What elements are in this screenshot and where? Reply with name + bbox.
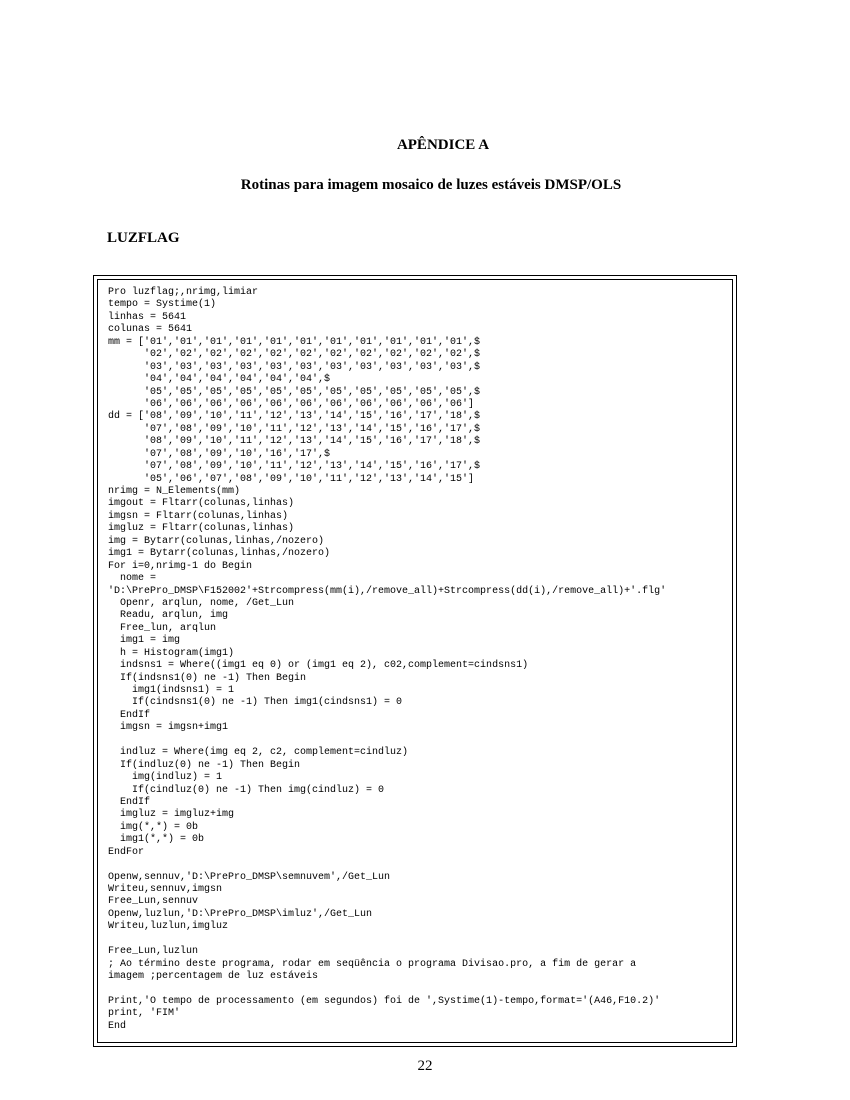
code-line: If(cindsns1(0) ne -1) Then img1(cindsns1) = 0 <box>108 697 403 709</box>
code-line: Writeu,sennuv,imgsn <box>108 884 223 895</box>
code-line: imgsn = imgsn+img1 <box>108 722 229 734</box>
code-line: End <box>108 1020 127 1032</box>
code-line <box>108 984 666 996</box>
code-listing-inner-frame <box>97 279 733 1043</box>
code-line: '07','08','09','10','11','12','13','14','15','16','17',$ <box>108 423 481 435</box>
code-line: indsns1 = Where((img1 eq 0) or (img1 eq 2), c02,complement=cindsns1) <box>108 660 529 672</box>
code-line <box>108 934 666 946</box>
code-line: imagem ;percentagem de luz estáveis <box>108 971 319 983</box>
code-line: Writeu,luzlun,imgluz <box>108 921 229 933</box>
appendix-subtitle: Rotinas para imagem mosaico de luzes estáveis DMSP/OLS <box>240 177 622 193</box>
code-line: img(indluz) = 1 <box>108 772 223 784</box>
code-line: Openw,luzlun,'D:\PrePro_DMSP\imluz',/Get_Lun <box>108 908 373 920</box>
code-line: linhas = 5641 <box>108 311 187 323</box>
code-line: Free_Lun,luzlun <box>108 946 199 958</box>
code-line: nrimg = N_Elements(mm) <box>108 486 241 497</box>
appendix-title: APÊNDICE A <box>396 137 490 153</box>
code-line: Openr, arqlun, nome, /Get_Lun <box>108 597 295 609</box>
code-line: dd = ['08','09','10','11','12','13','14','15','16','17','18',$ <box>108 411 481 423</box>
code-line: Free_Lun,sennuv <box>108 896 199 908</box>
code-listing <box>108 287 666 1033</box>
code-line: Readu, arqlun, img <box>108 610 229 622</box>
code-line: EndFor <box>108 846 145 858</box>
code-line: If(indsns1(0) ne -1) Then Begin <box>108 672 307 684</box>
code-line: For i=0,nrimg-1 do Begin <box>108 560 253 572</box>
code-line: EndIf <box>108 796 151 808</box>
page-number: 22 <box>417 1058 433 1074</box>
code-line: img1 = Bytarr(colunas,linhas,/nozero) <box>108 548 331 560</box>
code-line: '05','05','05','05','05','05','05','05','05','05','05',$ <box>108 386 481 398</box>
code-line: print, 'FIM' <box>108 1008 181 1020</box>
code-line: Pro luzflag;,nrimg,limiar <box>108 287 259 298</box>
code-line: Free_lun, arqlun <box>108 622 217 634</box>
code-line: img1(indsns1) = 1 <box>108 685 235 696</box>
code-line: '02','02','02','02','02','02','02','02','02','02','02',$ <box>108 349 481 361</box>
code-listing-box <box>93 275 737 1047</box>
code-line: '07','08','09','10','11','12','13','14','15','16','17',$ <box>108 461 481 473</box>
code-line: ; Ao término deste programa, rodar em seqüência o programa Divisao.pro, a fim de gerar a <box>108 958 637 970</box>
code-line: img = Bytarr(colunas,linhas,/nozero) <box>108 535 325 547</box>
code-line: EndIf <box>108 709 151 721</box>
code-line: nome = <box>108 573 157 585</box>
code-line: Openw,sennuv,'D:\PrePro_DMSP\semnuvem',/Get_Lun <box>108 871 391 883</box>
code-line <box>108 735 666 747</box>
code-line: '07','08','09','10','16','17',$ <box>108 448 331 460</box>
code-line: indluz = Where(img eq 2, c2, complement=cindluz) <box>108 747 409 759</box>
code-line: tempo = Systime(1) <box>108 299 217 311</box>
code-line: colunas = 5641 <box>108 324 193 336</box>
code-line <box>108 859 666 871</box>
code-line: '06','06','06','06','06','06','06','06','06','06','06'] <box>108 398 475 410</box>
code-line: '03','03','03','03','03','03','03','03','03','03','03',$ <box>108 361 481 373</box>
code-line: If(indluz(0) ne -1) Then Begin <box>108 759 301 771</box>
code-line: If(cindluz(0) ne -1) Then img(cindluz) = 0 <box>108 784 385 796</box>
code-line: imgluz = Fltarr(colunas,linhas) <box>108 523 295 535</box>
code-line: '05','06','07','08','09','10','11','12','13','14','15'] <box>108 473 475 485</box>
code-line: h = Histogram(img1) <box>108 647 235 659</box>
code-line: '08','09','10','11','12','13','14','15','16','17','18',$ <box>108 436 481 448</box>
section-heading: LUZFLAG <box>107 230 180 246</box>
code-line: '04','04','04','04','04','04',$ <box>108 374 331 386</box>
code-line: imgsn = Fltarr(colunas,linhas) <box>108 510 289 522</box>
code-line: imgout = Fltarr(colunas,linhas) <box>108 498 295 510</box>
code-line: imgluz = imgluz+img <box>108 809 235 821</box>
code-line: Print,'O tempo de processamento (em segundos) foi de ',Systime(1)-tempo,format='(A46,F10.2)' <box>108 995 661 1007</box>
code-line: mm = ['01','01','01','01','01','01','01','01','01','01','01',$ <box>108 336 481 348</box>
code-line: img1 = img <box>108 635 181 647</box>
code-line: img1(*,*) = 0b <box>108 834 205 846</box>
code-line: 'D:\PrePro_DMSP\F152002'+Strcompress(mm(i),/remove_all)+Strcompress(dd(i),/remove_all)+'.flg' <box>108 585 667 597</box>
code-line: img(*,*) = 0b <box>108 821 199 833</box>
